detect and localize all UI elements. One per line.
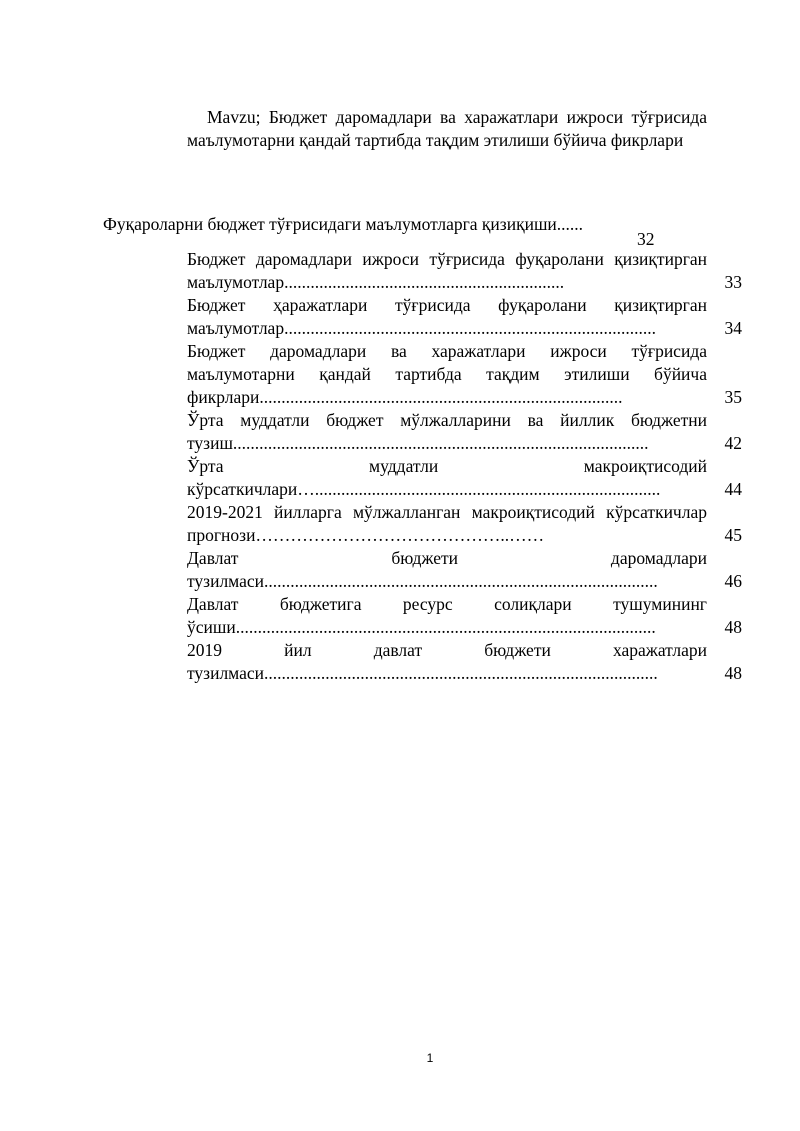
toc-entry-title: Давлат бюджетига ресурс солиқлари тушумининг ўсиши................................................................................................ bbox=[187, 594, 707, 637]
toc-entry-title: Фуқароларни бюджет тўғрисидаги маълумотларга қизиқиши...... bbox=[103, 214, 584, 234]
toc-entry bbox=[187, 547, 747, 593]
toc-entry-page: 35 bbox=[724, 387, 742, 407]
toc-entry bbox=[187, 340, 747, 409]
toc-entry bbox=[187, 248, 747, 294]
toc-entry-page: 44 bbox=[724, 479, 742, 499]
topic-heading: Mavzu; Бюджет даромадлари ва харажатлари ижроси тўғрисида маълумотарни қандай тартибда тақдим этилиши бўйича фикрлари bbox=[187, 107, 707, 150]
toc-entry bbox=[187, 455, 747, 501]
page-number: 1 bbox=[426, 1051, 434, 1065]
toc-entry bbox=[187, 639, 747, 685]
toc-entry-page: 48 bbox=[724, 663, 742, 683]
toc-entry-page: 45 bbox=[724, 525, 742, 545]
toc-entry-page: 48 bbox=[724, 617, 742, 637]
toc-entry-title: Бюджет даромадлари ижроси тўғрисида фуқаролани қизиқтирган маълумотлар................................................................ bbox=[187, 249, 707, 292]
toc-entry-title: 2019-2021 йилларга мўлжалланган макроиқтисодий кўрсаткичлар прогнози……………………………………..…… bbox=[187, 502, 707, 545]
toc-entry-page: 33 bbox=[724, 272, 742, 292]
toc-entry-title: Ўрта муддатли макроиқтисодий кўрсаткичлари…............................................................................... bbox=[187, 456, 707, 499]
toc-entry-title: Ўрта муддатли бюджет мўлжалларини ва йиллик бюджетни тузиш............................................................................................... bbox=[187, 410, 707, 453]
toc-entry-page: 32 bbox=[637, 229, 655, 249]
table-of-contents bbox=[187, 248, 747, 685]
toc-entry-page: 46 bbox=[724, 571, 742, 591]
toc-entry-title: 2019 йил давлат бюджети харажатлари тузилмаси.......................................................................................... bbox=[187, 640, 707, 683]
toc-entry bbox=[187, 593, 747, 639]
toc-entry-title: Бюджет даромадлари ва харажатлари ижроси тўғрисида маълумотарни қандай тартибда тақдим этилиши бўйича фикрлари................................................................................... bbox=[187, 341, 707, 407]
toc-entry bbox=[187, 409, 747, 455]
toc-entry-page: 34 bbox=[724, 318, 742, 338]
toc-entry-title: Бюджет ҳаражатлари тўғрисида фуқаролани қизиқтирган маълумотлар..................................................................................... bbox=[187, 295, 707, 338]
toc-entry-page: 42 bbox=[724, 433, 742, 453]
toc-entry bbox=[187, 294, 747, 340]
toc-entry bbox=[187, 501, 747, 547]
toc-entry-title: Давлат бюджети даромадлари тузилмаси.......................................................................................... bbox=[187, 548, 707, 591]
